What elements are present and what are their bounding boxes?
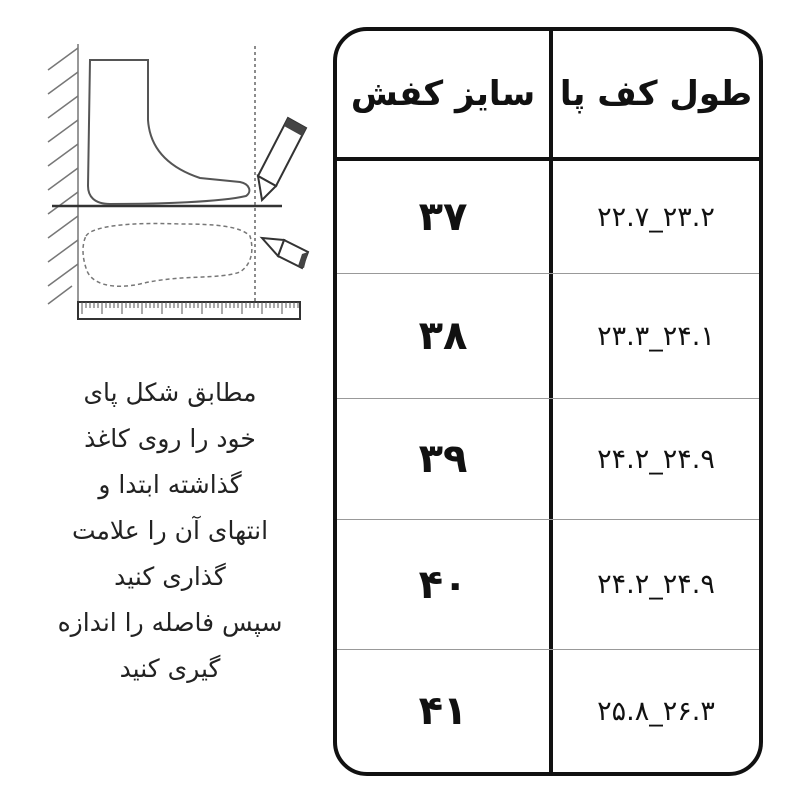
length-cell: ۲۵.۸_۲۶.۳ [597,695,715,727]
header-foot-length: طول کف پا [559,74,753,114]
pencil-icon [258,118,306,200]
wall-icon [48,44,78,304]
footprint-icon [83,224,252,287]
pencil-icon [262,238,308,268]
instruction-line: سپس فاصله را اندازه [57,608,283,637]
length-cell: ۲۲.۷_۲۳.۲ [597,201,715,233]
size-cell: ۳۸ [418,313,468,359]
size-cell: ۴۱ [418,688,468,734]
length-cell: ۲۴.۲_۲۴.۹ [597,569,715,600]
instruction-line: انتهای آن را علامت [71,516,269,545]
size-cell: ۴۰ [418,561,468,608]
length-cell: ۲۳.۳_۲۴.۱ [597,320,715,352]
foot-measuring-illustration [40,40,320,330]
size-cell: ۳۹ [418,436,468,482]
length-cell: ۲۴.۲_۲۴.۹ [597,443,715,475]
header-shoe-size: سایز کفش [350,74,536,114]
instruction-line: گذاشته ابتدا و [98,470,242,499]
foot-side-icon [88,60,249,204]
ruler-icon [78,302,300,319]
size-chart-table [333,27,763,776]
measurement-instructions [30,370,310,692]
instruction-line: خود را روی کاغذ [84,424,256,453]
instruction-line: مطابق شکل پای [83,378,257,407]
size-cell: ۳۷ [418,194,468,240]
instruction-line: گذاری کنید [114,562,226,591]
instruction-line: گیری کنید [119,654,221,683]
